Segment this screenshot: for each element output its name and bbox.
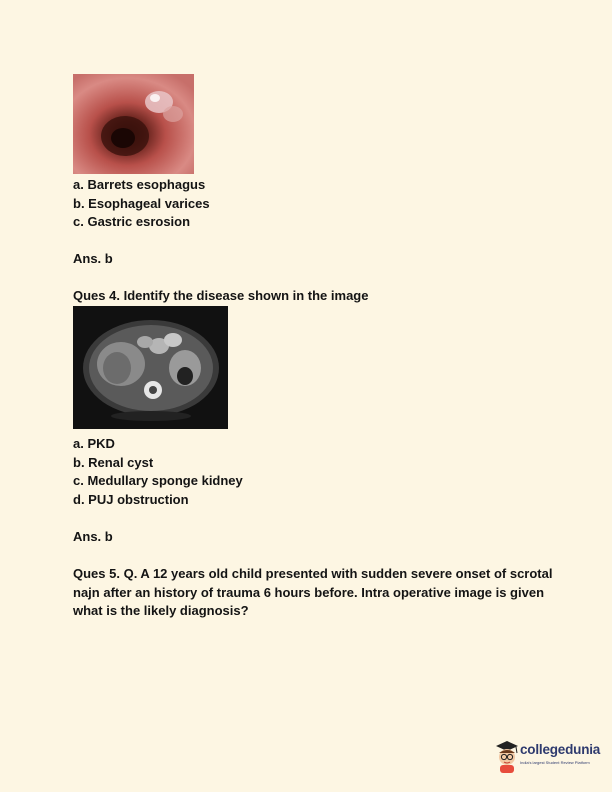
endoscopy-image bbox=[73, 74, 194, 174]
option-b: b. Esophageal varices bbox=[73, 195, 210, 211]
option-d: d. PUJ obstruction bbox=[73, 491, 189, 507]
option-a: a. PKD bbox=[73, 436, 115, 451]
option-a: a. Barrets esophagus bbox=[73, 177, 206, 192]
answer-q3: Ans. b bbox=[73, 251, 113, 266]
ct-scan-image bbox=[73, 306, 228, 429]
option-c: c. Gastric esrosion bbox=[73, 214, 191, 229]
collegedunia-logo bbox=[494, 738, 606, 774]
answer-q4: Ans. b bbox=[73, 529, 113, 544]
question-5: Ques 5. Q. A 12 years old child presented with sudden severe onset of scrotal najn after an history of trauma 6 hours before. Intra operative image is given what is the likely diagnosis? bbox=[73, 566, 553, 618]
logo-wordmark: collegedunia bbox=[520, 742, 601, 757]
logo-tagline: India's largest Student Review Platform bbox=[520, 760, 590, 765]
student-mascot-icon bbox=[494, 738, 520, 774]
question-4: Ques 4. Identify the disease shown in the image bbox=[73, 288, 369, 303]
option-c: c. Medullary sponge kidney bbox=[73, 473, 243, 488]
option-b: b. Renal cyst bbox=[73, 454, 154, 470]
